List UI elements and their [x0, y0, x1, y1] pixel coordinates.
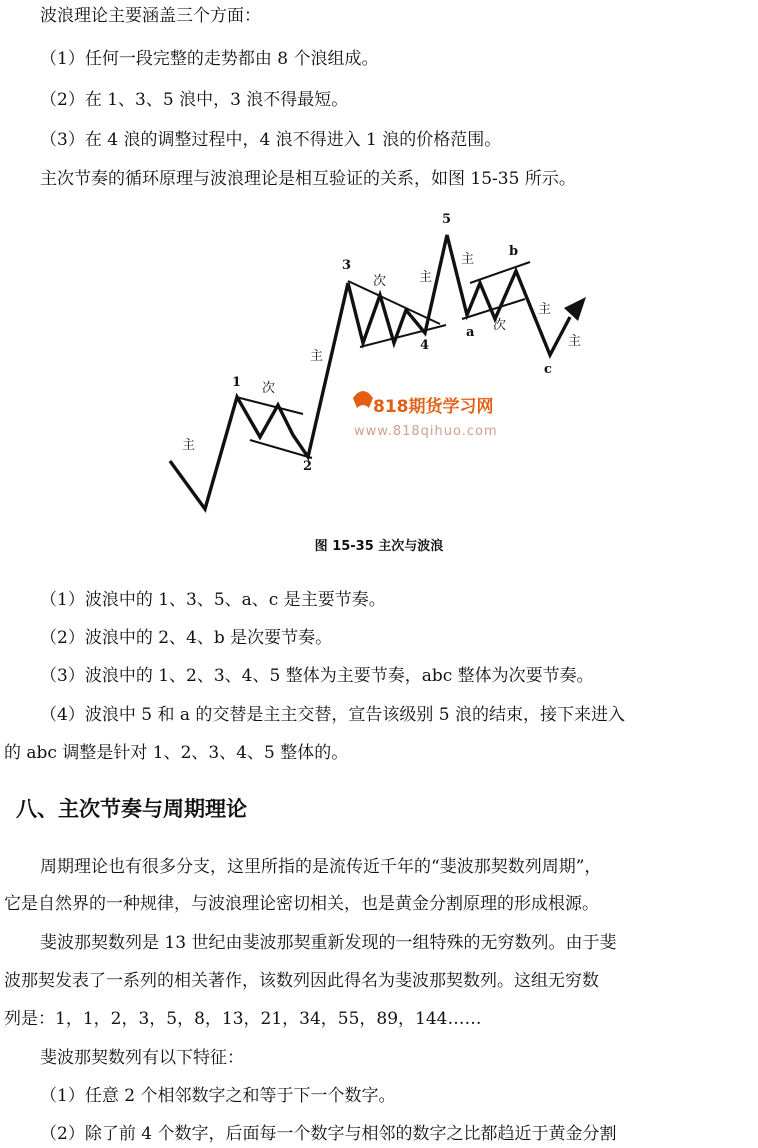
label-main-wavea: 主: [461, 252, 475, 267]
section-para-2-line2: 波那契发表了一系列的相关著作，该数列因此得名为斐波那契数列。这组无穷数: [4, 971, 599, 991]
label-minor-wave4: 次: [373, 274, 387, 289]
summary-item-1: （1）波浪中的 1、3、5、a、c 是主要节奏。: [40, 590, 386, 610]
wave-label-5: 5: [442, 212, 452, 227]
channel-line-3-upper: [348, 281, 440, 324]
wave-arrow-head: [564, 297, 586, 321]
wave-label-c: c: [544, 362, 552, 377]
label-main-wave5: 主: [419, 270, 433, 285]
section-item-2: （2）除了前 4 个数字，后面每一个数字与相邻的数字之比都趋近于黄金分割: [40, 1124, 617, 1144]
section-para-2-line3: 列是：1，1，2，3，5，8，13，21，34，55，89，144……: [4, 1009, 482, 1029]
intro-paragraph-1: 波浪理论主要涵盖三个方面：: [40, 6, 261, 26]
section-para-2-line1: 斐波那契数列是 13 世纪由斐波那契重新发现的一组特殊的无穷数列。由于斐: [40, 933, 617, 953]
watermark-logo-icon: [353, 391, 373, 408]
label-minor-wave2: 次: [262, 381, 276, 396]
label-main-wave3: 主: [310, 349, 324, 364]
section-heading: 八、主次节奏与周期理论: [16, 797, 247, 821]
section-para-1-line2: 它是自然界的一种规律，与波浪理论密切相关，也是黄金分割原理的形成根源。: [4, 894, 599, 914]
channel-line-3-lower: [360, 325, 446, 347]
wave-label-1: 1: [232, 375, 242, 390]
wave-label-b: b: [509, 244, 519, 259]
summary-item-4-line2: 的 abc 调整是针对 1、2、3、4、5 整体的。: [4, 743, 349, 763]
watermark-logo-text: 818期货学习网: [373, 397, 494, 417]
wave-label-4: 4: [420, 338, 430, 353]
intro-item-3: （3）在 4 浪的调整过程中，4 浪不得进入 1 浪的价格范围。: [40, 130, 502, 150]
wave-figure: [0, 195, 758, 525]
label-main-wave1: 主: [182, 438, 196, 453]
wave-label-3: 3: [342, 258, 352, 273]
wave-line: [170, 235, 570, 509]
label-minor-waveb: 次: [493, 318, 507, 333]
watermark: [353, 391, 498, 439]
summary-item-4-line1: （4）波浪中 5 和 a 的交替是主主交替，宣告该级别 5 浪的结束，接下来进入: [40, 705, 626, 725]
summary-item-2: （2）波浪中的 2、4、b 是次要节奏。: [40, 628, 333, 648]
label-main-arrow: 主: [568, 334, 582, 349]
section-para-3: 斐波那契数列有以下特征：: [40, 1048, 244, 1068]
watermark-url: www.818qihuo.com: [354, 424, 498, 439]
intro-paragraph-2: 主次节奏的循环原理与波浪理论是相互验证的关系，如图 15-35 所示。: [40, 169, 576, 189]
wave-label-2: 2: [303, 459, 313, 474]
wave-label-a: a: [466, 325, 475, 340]
label-main-wavec: 主: [538, 302, 552, 317]
section-para-1-line1: 周期理论也有很多分支，这里所指的是流传近千年的“斐波那契数列周期”，: [40, 857, 602, 877]
intro-item-1: （1）任何一段完整的走势都由 8 个浪组成。: [40, 49, 379, 69]
summary-item-3: （3）波浪中的 1、2、3、4、5 整体为主要节奏，abc 整体为次要节奏。: [40, 666, 594, 686]
section-item-1: （1）任意 2 个相邻数字之和等于下一个数字。: [40, 1086, 396, 1106]
figure-caption: 图 15-35 主次与波浪: [314, 539, 444, 554]
intro-item-2: （2）在 1、3、5 浪中，3 浪不得最短。: [40, 90, 349, 110]
